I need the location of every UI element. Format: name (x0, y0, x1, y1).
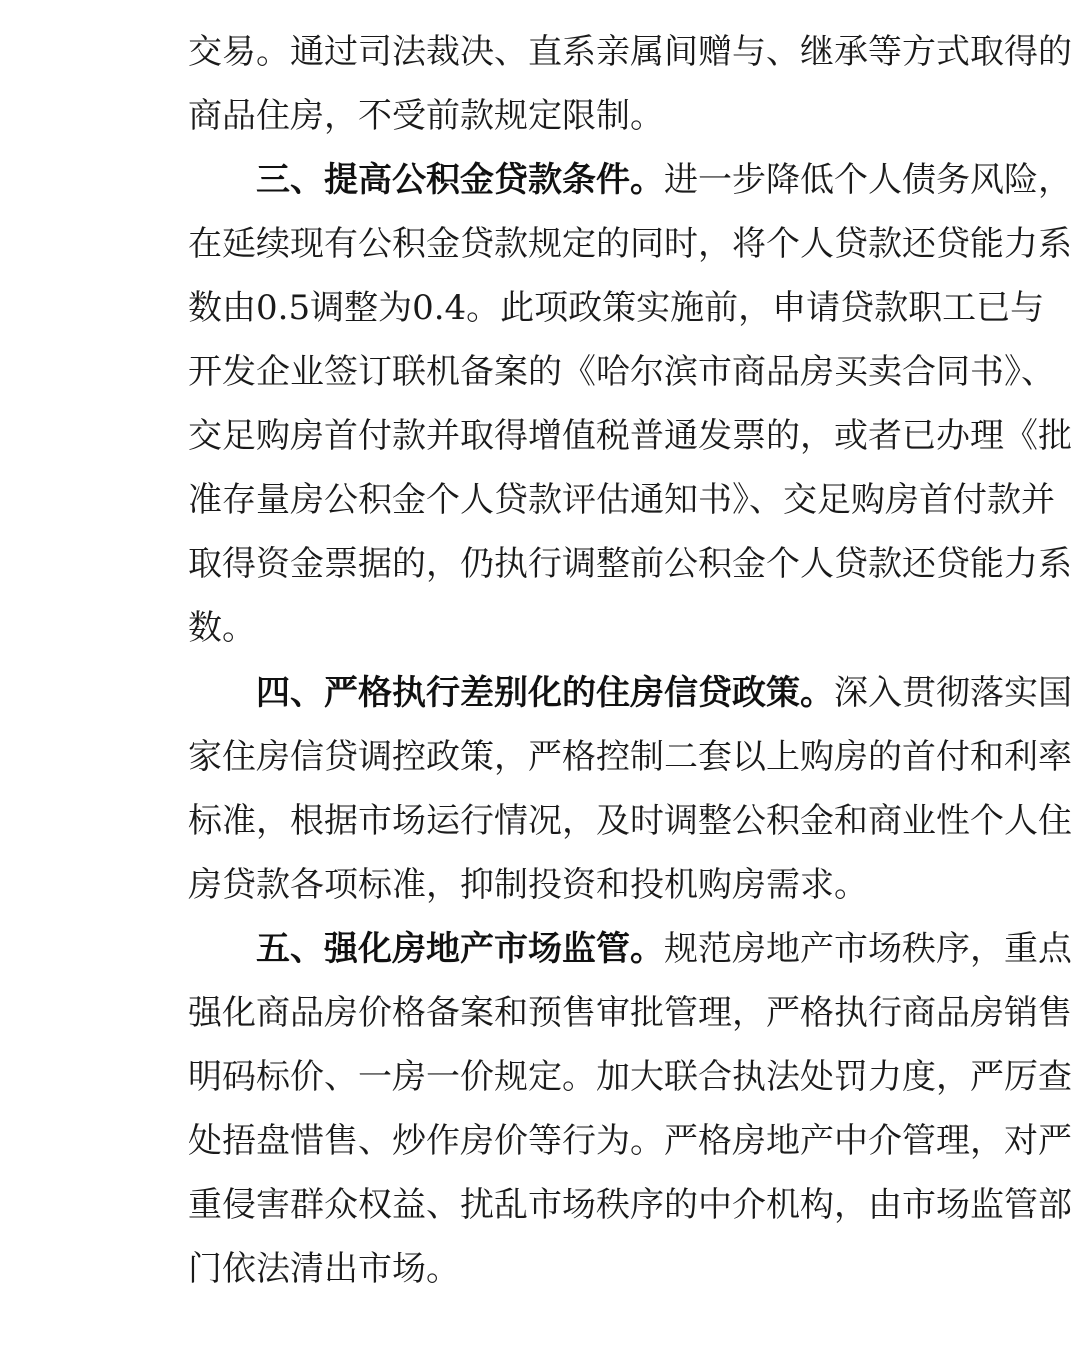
paragraph-line: 在延续现有公积金贷款规定的同时，将个人贷款还贷能力系 (188, 224, 1072, 264)
paragraph-first-line (256, 917, 1072, 981)
paragraph-line: 交足购房首付款并取得增值税普通发票的，或者已办理《批 (188, 416, 1072, 456)
paragraph-line: 家住房信贷调控政策，严格控制二套以上购房的首付和利率 (188, 737, 1072, 777)
paragraph-text: 深入贯彻落实国 (834, 673, 1072, 713)
paragraph-line: 房贷款各项标准，抑制投资和投机购房需求。 (188, 865, 868, 905)
paragraph-line: 准存量房公积金个人贷款评估通知书》、交足购房首付款并 (188, 480, 1055, 520)
paragraph-line: 数由0.5调整为0.4。此项政策实施前，申请贷款职工已与 (188, 288, 1045, 328)
paragraph-line: 标准，根据市场运行情况，及时调整公积金和商业性个人住 (188, 801, 1072, 841)
paragraph-line: 开发企业签订联机备案的《哈尔滨市商品房买卖合同书》、 (188, 352, 1055, 392)
paragraph-line: 门依法清出市场。 (188, 1249, 460, 1289)
paragraph-line: 强化商品房价格备案和预售审批管理，严格执行商品房销售 (188, 993, 1072, 1033)
section-heading: 四、严格执行差别化的住房信贷政策。 (256, 673, 834, 713)
paragraph-text: 进一步降低个人债务风险， (664, 160, 1072, 200)
section-heading: 三、提高公积金贷款条件。 (256, 160, 664, 200)
paragraph-line: 取得资金票据的，仍执行调整前公积金个人贷款还贷能力系 (188, 544, 1072, 584)
paragraph-line: 处捂盘惜售、炒作房价等行为。严格房地产中介管理，对严 (188, 1121, 1072, 1161)
paragraph-line: 明码标价、一房一价规定。加大联合执法处罚力度，严厉查 (188, 1057, 1072, 1097)
paragraph-first-line (256, 661, 1072, 725)
paragraph-text: 规范房地产市场秩序，重点 (664, 929, 1072, 969)
section-heading: 五、强化房地产市场监管。 (256, 929, 664, 969)
paragraph-line: 交易。通过司法裁决、直系亲属间赠与、继承等方式取得的 (188, 32, 1072, 72)
paragraph-line: 重侵害群众权益、扰乱市场秩序的中介机构，由市场监管部 (188, 1185, 1072, 1225)
paragraph-line: 商品住房，不受前款规定限制。 (188, 96, 664, 136)
paragraph-first-line (256, 148, 1072, 212)
paragraph-line: 数。 (188, 608, 256, 648)
